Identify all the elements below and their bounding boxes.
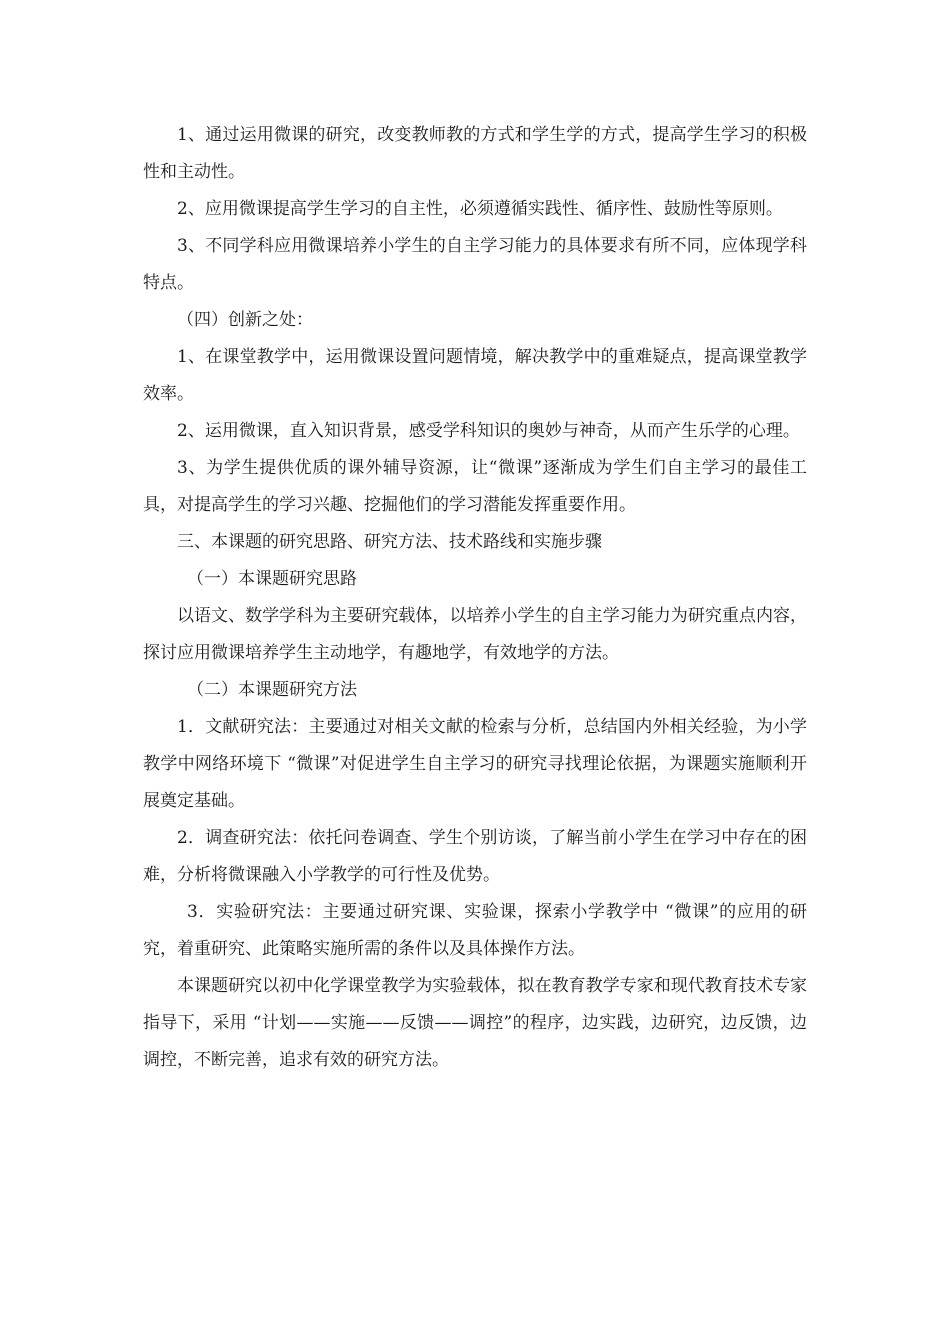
subsection-heading-research-idea: （一）本课题研究思路 [187, 569, 357, 589]
section-heading-research-plan: 三、本课题的研究思路、研究方法、技术路线和实施步骤 [177, 532, 602, 552]
document-body [143, 117, 807, 1079]
paragraph-method-summary: 本课题研究以初中化学课堂教学为实验载体，拟在教育教学专家和现代教育技术专家指导下，采用 “计划——实施——反馈——调控”的程序，边实践，边研究，边反馈，边调控，不断完善，追求有效的研究方法。 [143, 976, 807, 1070]
paragraph-method-experiment: 3．实验研究法：主要通过研究课、实验课，探索小学教学中 “微课”的应用的研究，着重研究、此策略实施所需的条件以及具体操作方法。 [143, 902, 807, 959]
paragraph-innovation-2: 2、运用微课，直入知识背景，感受学科知识的奥妙与神奇，从而产生乐学的心理。 [177, 421, 800, 441]
paragraph-goal-1: 1、通过运用微课的研究，改变教师教的方式和学生学的方式，提高学生学习的积极性和主动性。 [143, 125, 807, 182]
paragraph-goal-3: 3、不同学科应用微课培养小学生的自主学习能力的具体要求有所不同，应体现学科特点。 [143, 236, 807, 293]
section-heading-innovation: （四）创新之处： [177, 310, 313, 330]
paragraph-innovation-1: 1、在课堂教学中，运用微课设置问题情境，解决教学中的重难疑点，提高课堂教学效率。 [143, 347, 807, 404]
paragraph-innovation-3: 3、为学生提供优质的课外辅导资源，让“微课”逐渐成为学生们自主学习的最佳工具，对提高学生的学习兴趣、挖掘他们的学习潜能发挥重要作用。 [143, 458, 807, 515]
paragraph-method-survey: 2．调查研究法：依托问卷调查、学生个别访谈，了解当前小学生在学习中存在的困难，分析将微课融入小学教学的可行性及优势。 [143, 828, 807, 885]
paragraph-research-idea: 以语文、数学学科为主要研究载体，以培养小学生的自主学习能力为研究重点内容，探讨应用微课培养学生主动地学，有趣地学，有效地学的方法。 [143, 606, 807, 663]
paragraph-goal-2: 2、应用微课提高学生学习的自主性，必须遵循实践性、循序性、鼓励性等原则。 [177, 199, 783, 219]
subsection-heading-research-method: （二）本课题研究方法 [187, 680, 357, 700]
paragraph-method-literature: 1．文献研究法：主要通过对相关文献的检索与分析，总结国内外相关经验，为小学教学中网络环境下 “微课”对促进学生自主学习的研究寻找理论依据，为课题实施顺利开展奠定基础。 [143, 717, 807, 811]
